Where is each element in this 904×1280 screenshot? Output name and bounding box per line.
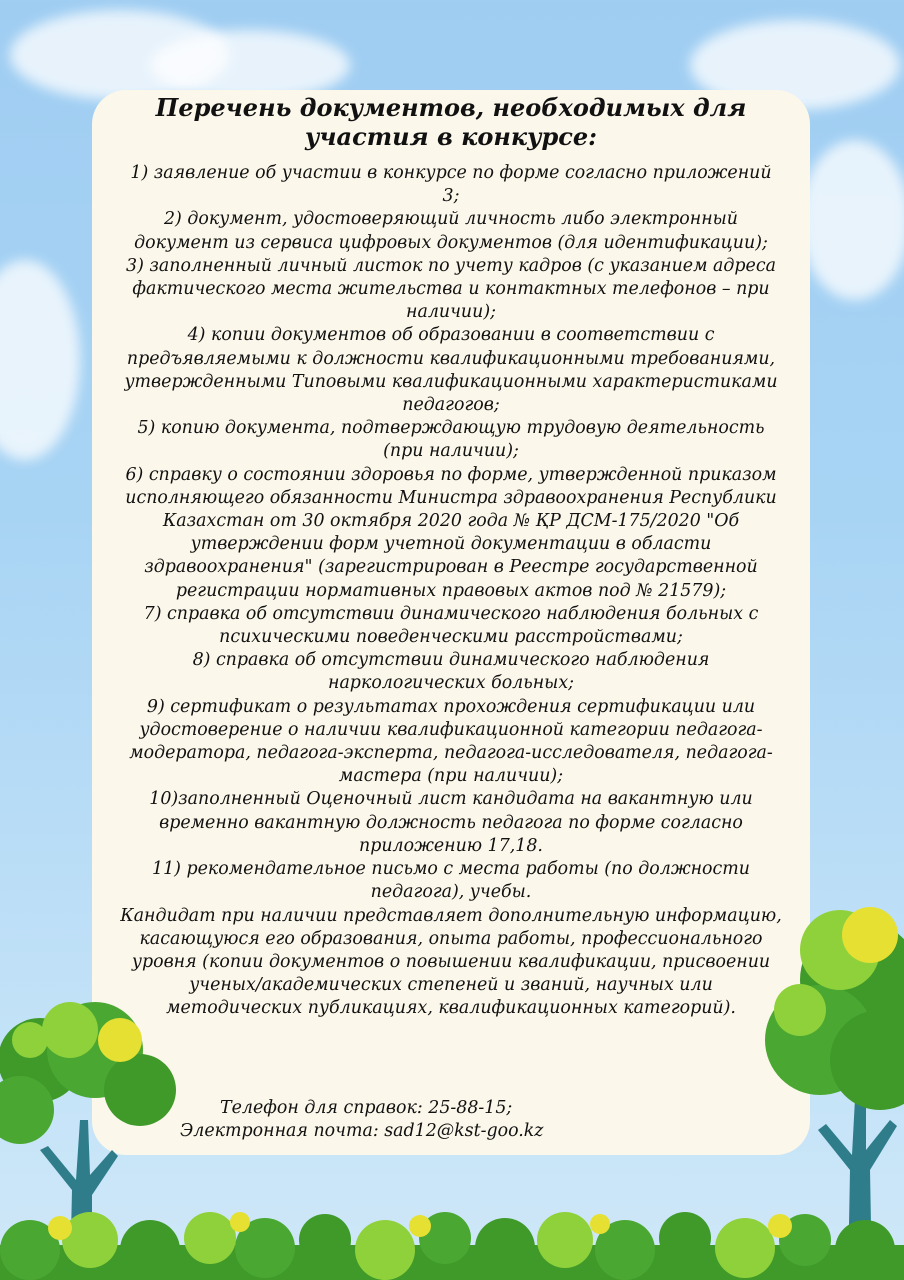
email-text: Электронная почта: sad12@kst-goo.kz: [180, 1121, 544, 1142]
list-item: 11) рекомендательное письмо с места работы (по должности педагога), учебы.: [152, 859, 750, 903]
page-title: Перечень документов, необходимых для участия в конкурсе:: [155, 93, 747, 151]
list-item: 7) справка об отсутствии динамического наблюдения больных с психическими поведенческими расстройствами;: [143, 603, 759, 648]
list-item: 5) копию документа, подтверждающую трудовую деятельность (при наличии);: [137, 418, 765, 462]
phone-text: Телефон для справок: 25-88-15;: [220, 1098, 513, 1118]
list-item: 8) справка об отсутствии динамического наблюдения наркологических больных;: [192, 650, 710, 694]
additional-info-note: Кандидат при наличии представляет дополнительную информацию, касающуюся его образования, опыта работы, профессионального уровня (копии документов о повышении квалификации, присвоении ученых/академических степеней и званий, научных или методических публикациях, квалификационных категорий).: [120, 905, 782, 1019]
bottom-bushes: [0, 1212, 904, 1280]
list-item: 2) документ, удостоверяющий личность либо электронный документ из сервиса цифровых документов (для идентификации);: [134, 209, 768, 253]
right-tree-crown: [765, 907, 904, 1110]
list-item: 1) заявление об участии в конкурсе по форме согласно приложений 3;: [130, 163, 772, 207]
list-item: 4) копии документов об образовании в соответствии с предъявляемыми к должности квалификационными требованиями, утвержденными Типовыми квалификационными характеристиками педагогов;: [124, 325, 778, 416]
contact-info: [180, 1097, 680, 1143]
list-item: 6) справку о состоянии здоровья по форме, утвержденной приказом исполняющего обязанности Министра здравоохранения Республики Казахстан от 30 октября 2020 года № ҚР ДСМ-175/2020 "Об утверждении форм учетной документации в области здравоохранения" (зарегистрирован в Реестре государственной регистрации нормативных правовых актов под № 21579);: [125, 464, 777, 601]
document-list: [120, 162, 782, 1021]
list-item: 10)заполненный Оценочный лист кандидата на вакантную или временно вакантную должность педагога по форме согласно приложению 17,18.: [149, 789, 753, 856]
list-item: 3) заполненный личный листок по учету кадров (с указанием адреса фактического места жительства и контактных телефонов – при наличии);: [126, 255, 776, 323]
list-item: 9) сертификат о результатах прохождения сертификации или удостоверение о наличии квалификационной категории педагога-модератора, педагога-эксперта, педагога-исследователя, педагога-мастера (при наличии);: [129, 696, 773, 787]
